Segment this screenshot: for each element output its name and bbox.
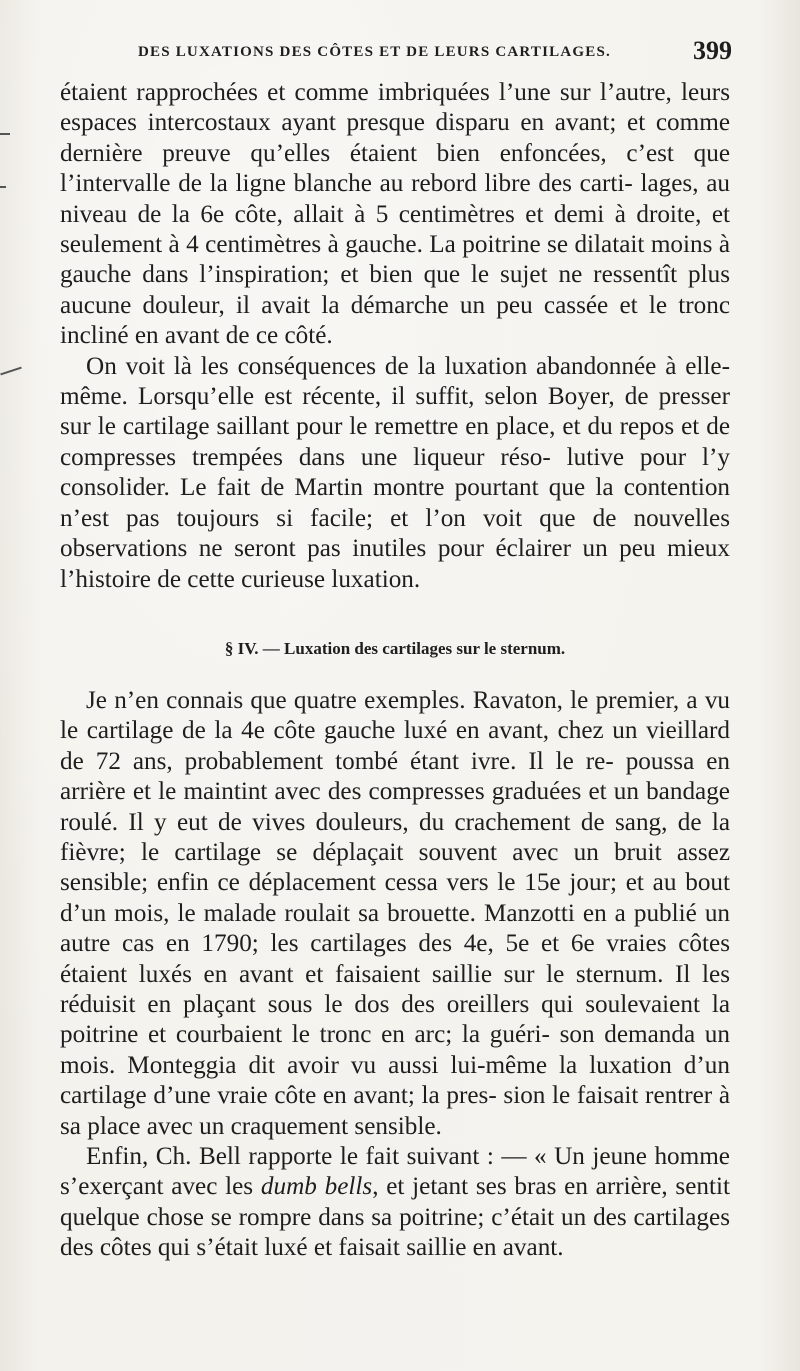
section-heading: § IV. — Luxation des cartilages sur le sternum. [224,638,566,658]
text-line: jour; et au bout d’un mois, le malade roulait sa brouette. [60,869,730,927]
text-line: vieillard de 72 ans, probablement tombé étant ivre. Il le re- [60,717,730,775]
text-line: de nouvelles observations ne seront pas inutiles pour éclairer [60,504,731,563]
text-line: Manzotti en a publié un autre cas en 1790; les cartilages des 4e, [60,899,731,958]
text-line: elle-même. Lorsqu’elle est récente, il suffit, selon Boyer, de [60,352,730,411]
text-line: dilatait moins à gauche dans l’inspiration; et bien que le sujet [60,231,730,289]
margin-mark [0,367,22,376]
text-line: cassée et le tronc incliné en avant de ce côté. [60,291,731,350]
running-head: DES LUXATIONS DES CÔTES ET DE LEURS CARTILAGES. [138,44,611,60]
italic-term: dumb bells [260,1173,373,1201]
paragraph-examples [60,686,730,1142]
paragraph-consequences [60,352,730,595]
text-line: presser sur le cartilage saillant pour le remettre en place, et [60,383,730,441]
text-line: la luxation d’un cartilage d’une vraie côte en avant; la pres- [60,1051,730,1110]
text-line: poussa en arrière et le maintint avec des compresses graduées [60,747,730,806]
text-line: soulevaient la poitrine et courbaient le tronc en arc; la guéri- [60,990,731,1049]
text-line: a vu le cartilage de la 4e côte gauche luxé en avant, chez un [60,686,731,745]
body-text [60,78,730,1264]
text-line: 5e et 6e vraies côtes étaient luxés en avant et faisaient saillie sur [60,930,731,988]
text-line: lages, au niveau de la 6e côte, allait à 5 centimètres et demi à [60,170,731,228]
paragraph-continuation [60,78,730,352]
text-line: du repos et de compresses trempées dans une liqueur réso- [60,413,730,471]
margin-mark [0,186,6,188]
text-line: sion le faisait rentrer à sa place avec un craquement sensible. [60,1082,730,1140]
text-line: le sternum. Il les réduisit en plaçant sous le dos des oreillers qui [60,960,730,1018]
text-line: un peu mieux l’histoire de cette curieuse luxation. [60,535,730,593]
page-header [60,30,732,70]
text-line: étaient rapprochées et comme imbriquées l’une sur l’autre, [60,79,672,106]
text-line: On voit là les conséquences de la luxation abandonnée à [86,352,677,380]
page-number: 399 [693,36,732,65]
text-line: comme dernière preuve qu’elles étaient bien enfoncées, c’est [60,109,731,167]
text-line: de sang, de la fièvre; le cartilage se déplaçait souvent avec un [60,808,731,866]
text-line: lutive pour l’y consolider. Le fait de Martin montre pourtant [60,443,730,502]
text-line: leurs espaces intercostaux ayant presque disparu en avant; et [60,79,730,137]
text-line: droite, et seulement à 4 centimètres à gauche. La poitrine se [60,200,731,259]
text-line: que la contention n’est pas toujours si facile; et l’on voit que [60,474,731,532]
text-line: et un bandage roulé. Il y eut de vives douleurs, du crachement [60,778,730,836]
text-run: Enfin, Ch. Bell rapporte le fait suivant : — « Un jeune homme s’exerçant avec les [60,1143,730,1201]
text-line: que l’intervalle de la ligne blanche au rebord libre des carti- [60,139,731,198]
margin-mark [0,133,10,135]
text-run: , et jetant ses bras en arrière, sentit quelque chose se rompre dans sa poitrine; c’était un des cartilages des côtes qui s’était luxé et faisait saillie en avant. [60,1173,731,1262]
text-line: Je n’en connais que quatre exemples. Ravaton, le premier, [86,686,680,714]
text-line: ne ressentît plus aucune douleur, il avait la démarche un peu [60,261,731,319]
text-line: son demanda un mois. Monteggia dit avoir vu aussi lui-même [60,1021,730,1079]
paragraph-bell [60,1142,730,1264]
text-line: bruit assez sensible; enfin ce déplacement cessa vers le 15e [60,838,731,897]
